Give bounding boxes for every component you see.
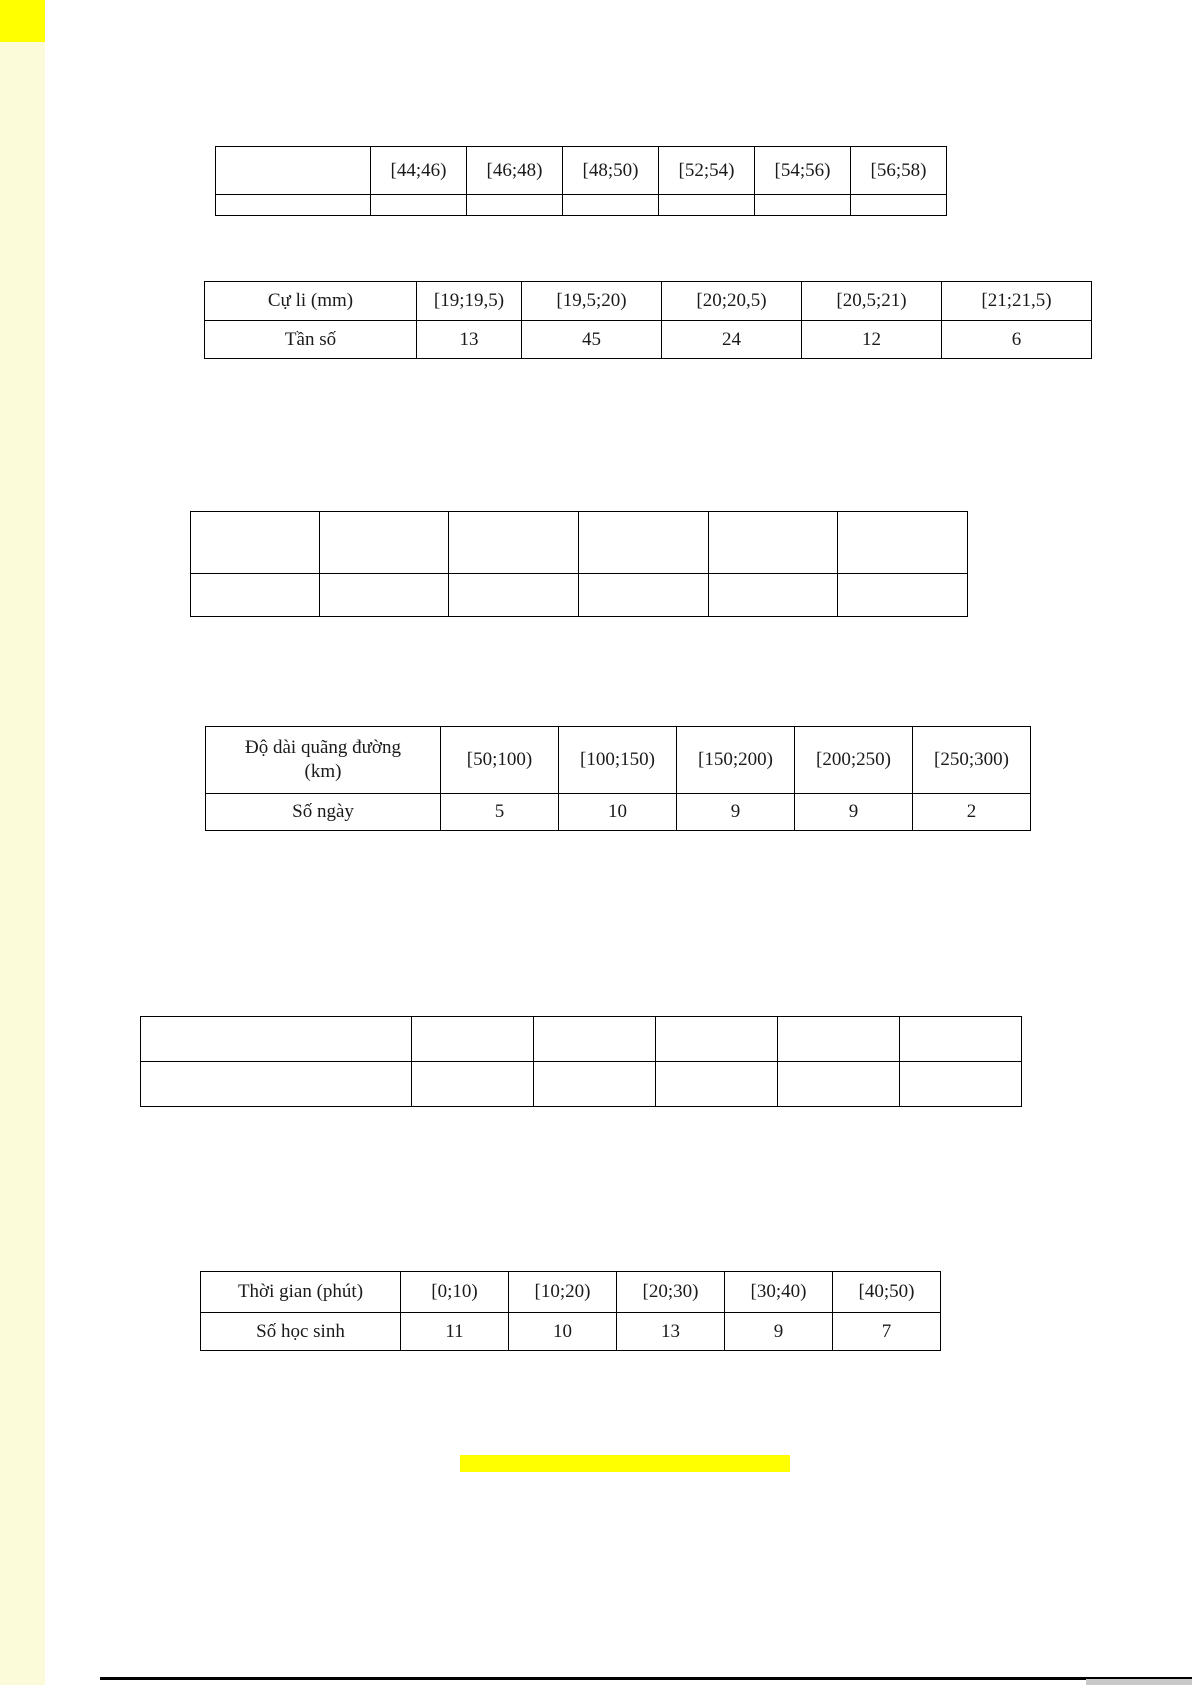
frequency-cell: 13 (417, 321, 522, 359)
interval-cell: [44;46) (371, 147, 467, 195)
interval-cell: [30;40) (725, 1272, 833, 1313)
empty-cell (656, 1062, 778, 1107)
table-intervals-blank (215, 146, 947, 216)
empty-cell (900, 1062, 1022, 1107)
interval-cell: [20,5;21) (802, 282, 942, 321)
row-label-line1: Độ dài quãng đường (245, 737, 401, 759)
interval-cell: [48;50) (563, 147, 659, 195)
empty-cell (371, 195, 467, 216)
frequency-cell: 12 (802, 321, 942, 359)
empty-cell (191, 574, 320, 617)
left-margin-highlight (0, 0, 45, 1685)
frequency-cell: 10 (559, 794, 677, 831)
interval-cell: [52;54) (659, 147, 755, 195)
empty-cell (659, 195, 755, 216)
interval-cell: [100;150) (559, 727, 677, 794)
row-label-cell: Thời gian (phút) (201, 1272, 401, 1313)
empty-cell (838, 574, 968, 617)
interval-cell: [54;56) (755, 147, 851, 195)
frequency-cell: 45 (522, 321, 662, 359)
empty-cell (851, 195, 947, 216)
table-empty-2 (140, 1016, 1022, 1107)
empty-cell (467, 195, 563, 216)
frequency-cell: 9 (795, 794, 913, 831)
empty-cell (579, 574, 709, 617)
top-left-highlight-block (0, 0, 45, 42)
empty-cell (141, 1017, 412, 1062)
frequency-cell: 7 (833, 1313, 941, 1351)
row-label-cell: Số ngày (206, 794, 441, 831)
empty-cell (216, 195, 371, 216)
empty-cell (778, 1017, 900, 1062)
table-empty-1 (190, 511, 968, 617)
yellow-highlight-bar (460, 1455, 790, 1472)
empty-cell (141, 1062, 412, 1107)
empty-cell (412, 1062, 534, 1107)
interval-cell: [250;300) (913, 727, 1031, 794)
interval-cell: [19;19,5) (417, 282, 522, 321)
empty-cell (709, 574, 838, 617)
interval-cell: [46;48) (467, 147, 563, 195)
empty-cell (579, 512, 709, 574)
row-label-cell (206, 727, 441, 794)
page-edge-artifact (1086, 1679, 1192, 1685)
interval-cell: [21;21,5) (942, 282, 1092, 321)
empty-cell (449, 512, 579, 574)
row-label-cell: Tần số (205, 321, 417, 359)
empty-cell (563, 195, 659, 216)
interval-cell: [0;10) (401, 1272, 509, 1313)
frequency-cell: 9 (677, 794, 795, 831)
empty-cell (709, 512, 838, 574)
frequency-cell: 2 (913, 794, 1031, 831)
empty-cell (320, 512, 449, 574)
interval-cell: [20;20,5) (662, 282, 802, 321)
empty-cell (412, 1017, 534, 1062)
empty-cell (534, 1062, 656, 1107)
empty-cell (534, 1017, 656, 1062)
table-thoi-gian (200, 1271, 941, 1351)
empty-cell (449, 574, 579, 617)
interval-cell: [50;100) (441, 727, 559, 794)
interval-cell: [19,5;20) (522, 282, 662, 321)
row-label-cell: Số học sinh (201, 1313, 401, 1351)
table-cu-li (204, 281, 1092, 359)
frequency-cell: 5 (441, 794, 559, 831)
frequency-cell: 24 (662, 321, 802, 359)
frequency-cell: 11 (401, 1313, 509, 1351)
page-bottom-rule (100, 1677, 1192, 1680)
empty-cell (838, 512, 968, 574)
interval-cell: [150;200) (677, 727, 795, 794)
frequency-cell: 10 (509, 1313, 617, 1351)
empty-cell (656, 1017, 778, 1062)
frequency-cell: 9 (725, 1313, 833, 1351)
empty-cell (900, 1017, 1022, 1062)
interval-cell: [10;20) (509, 1272, 617, 1313)
empty-cell (755, 195, 851, 216)
empty-cell (778, 1062, 900, 1107)
row-label-cell: Cự li (mm) (205, 282, 417, 321)
empty-cell (216, 147, 371, 195)
interval-cell: [56;58) (851, 147, 947, 195)
frequency-cell: 6 (942, 321, 1092, 359)
row-label-line2: (km) (304, 761, 342, 782)
interval-cell: [20;30) (617, 1272, 725, 1313)
table-quang-duong (205, 726, 1031, 831)
empty-cell (191, 512, 320, 574)
interval-cell: [40;50) (833, 1272, 941, 1313)
frequency-cell: 13 (617, 1313, 725, 1351)
empty-cell (320, 574, 449, 617)
interval-cell: [200;250) (795, 727, 913, 794)
